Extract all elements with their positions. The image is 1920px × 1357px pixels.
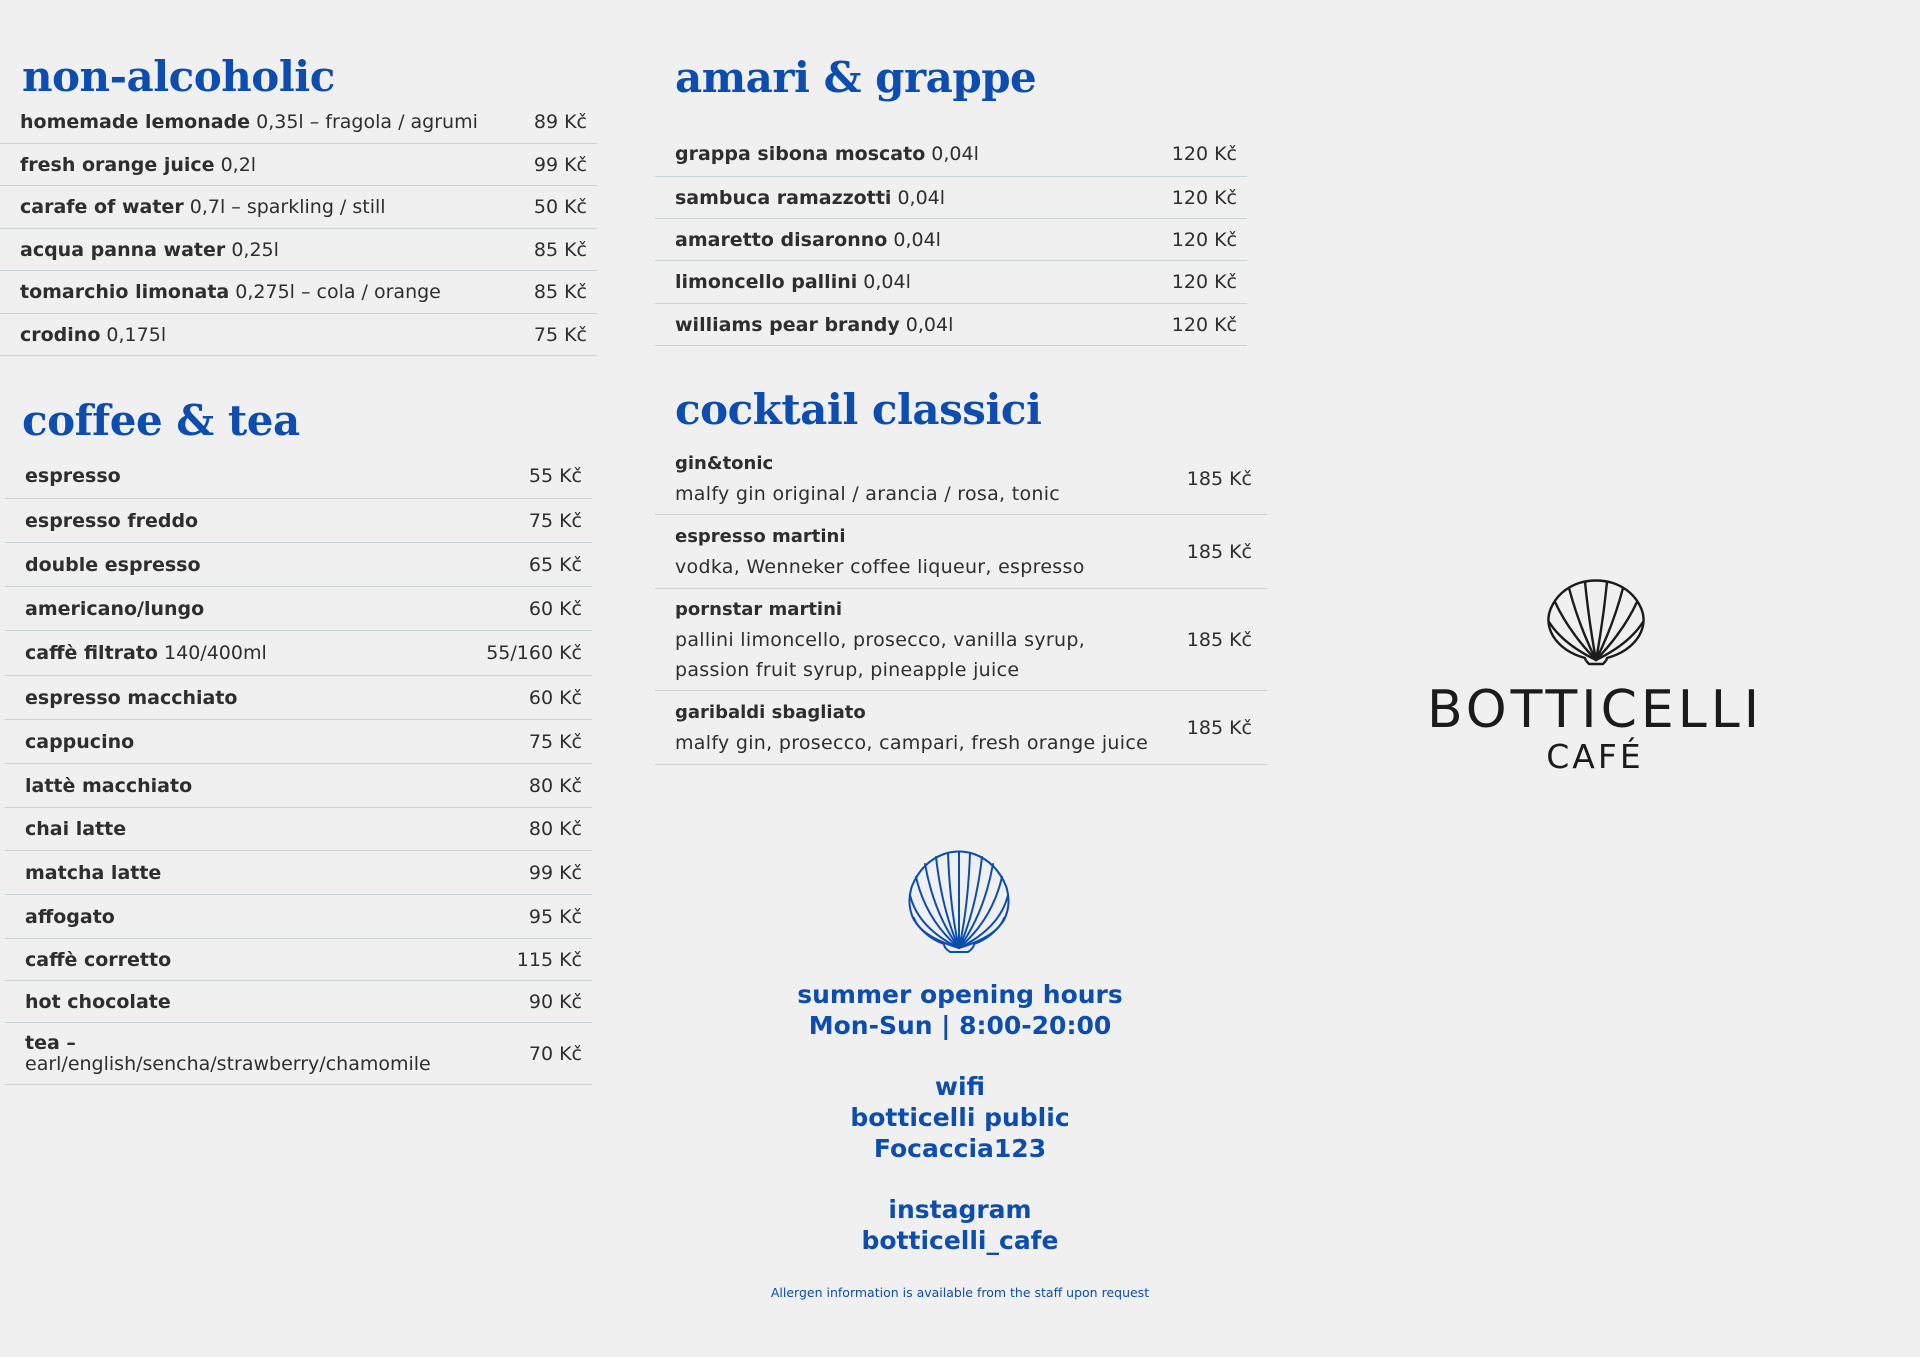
scallop-shell-icon <box>1545 578 1647 668</box>
menu-item <box>5 499 592 543</box>
item-label <box>675 229 941 251</box>
item-label <box>25 687 237 709</box>
item-name: tea – <box>25 1031 76 1054</box>
menu-item <box>5 587 592 631</box>
item-detail: 140/400ml <box>157 642 267 664</box>
item-name: cappucino <box>25 730 135 753</box>
menu-item <box>5 453 592 499</box>
item-price: 115 Kč <box>516 948 582 971</box>
logo-wordmark: BOTTICELLI <box>1426 680 1764 740</box>
item-label <box>675 271 911 293</box>
item-price: 120 Kč <box>1171 271 1237 293</box>
opening-hours: Mon-Sun | 8:00-20:00 <box>808 1011 1112 1040</box>
item-price: 185 Kč <box>1186 540 1252 563</box>
wifi-label: wifi <box>934 1072 986 1101</box>
item-name: espresso macchiato <box>25 686 238 709</box>
cocktail-description <box>675 449 1060 509</box>
item-detail: 0,04l <box>891 186 946 209</box>
menu-item <box>0 271 597 314</box>
item-label <box>25 642 267 664</box>
item-name: fresh orange juice <box>20 153 215 176</box>
item-name: lattè macchiato <box>25 774 193 797</box>
allergen-note: Allergen information is available from the staff upon request <box>770 1285 1150 1300</box>
item-detail: 0,2l <box>214 153 257 176</box>
item-label <box>25 465 121 487</box>
item-detail: 0,175l <box>100 323 167 346</box>
item-label <box>675 187 945 209</box>
item-label <box>20 154 256 176</box>
menu-item <box>5 764 592 808</box>
item-label <box>675 314 953 336</box>
item-price: 75 Kč <box>528 730 582 753</box>
menu-list <box>655 443 1267 765</box>
cocktail-name: pornstar martini <box>675 598 843 620</box>
item-price: 120 Kč <box>1171 313 1237 336</box>
menu-item <box>655 177 1247 219</box>
item-price: 95 Kč <box>528 905 582 928</box>
item-name: crodino <box>20 323 101 346</box>
item-label <box>25 991 171 1013</box>
menu-list <box>655 131 1247 346</box>
cocktail-ingredients: malfy gin, prosecco, campari, fresh orange juice <box>675 731 1149 754</box>
item-detail: 0,04l <box>925 142 979 165</box>
wifi-block <box>660 1071 1260 1164</box>
logo-subtitle: CAFÉ <box>1546 737 1644 776</box>
item-name: caffè corretto <box>25 948 172 971</box>
item-label <box>25 554 201 576</box>
menu-item <box>0 100 597 144</box>
item-label <box>25 949 171 971</box>
menu-item <box>655 261 1247 304</box>
cocktail-description <box>675 698 1148 758</box>
item-detail: 0,04l <box>857 271 911 293</box>
item-name: carafe of water <box>20 196 184 218</box>
cocktail-ingredients: passion fruit syrup, pineapple juice <box>675 658 1020 681</box>
item-label <box>20 324 166 346</box>
cocktail-ingredients: malfy gin original / arancia / rosa, tonic <box>675 482 1061 505</box>
item-price: 80 Kč <box>528 818 582 840</box>
item-name: chai latte <box>25 818 127 840</box>
opening-hours-title: summer opening hours <box>797 980 1123 1009</box>
item-price: 60 Kč <box>528 686 582 709</box>
item-name: tomarchio limonata <box>20 281 230 303</box>
item-price: 89 Kč <box>533 110 587 133</box>
cocktail-item <box>655 589 1267 691</box>
instagram-handle: botticelli_cafe <box>861 1226 1059 1255</box>
item-name: homemade lemonade <box>20 110 251 133</box>
item-name: americano/lungo <box>25 597 205 620</box>
cocktail-name: gin&tonic <box>675 452 774 474</box>
cocktail-name: espresso martini <box>675 525 846 547</box>
instagram-label: instagram <box>888 1195 1032 1224</box>
section-title: cocktail classici <box>675 385 1042 434</box>
item-name: affogato <box>25 905 115 928</box>
item-label <box>25 906 115 928</box>
item-label <box>20 281 441 303</box>
section-title: coffee & tea <box>22 396 300 445</box>
item-name: matcha latte <box>25 861 162 884</box>
item-price: 185 Kč <box>1186 628 1252 651</box>
item-name: limoncello pallini <box>675 271 858 293</box>
item-label <box>25 1033 431 1075</box>
menu-item <box>5 631 592 676</box>
item-name: amaretto disaronno <box>675 228 888 251</box>
item-price: 60 Kč <box>528 597 582 620</box>
menu-item <box>5 808 592 851</box>
cocktail-item <box>655 443 1267 515</box>
item-name: caffè filtrato <box>25 642 158 664</box>
item-price: 80 Kč <box>528 774 582 797</box>
item-detail: 0,25l <box>225 238 279 261</box>
section-title: amari & grappe <box>675 53 1037 102</box>
item-label <box>25 731 134 753</box>
menu-item <box>5 543 592 587</box>
item-detail: 0,04l <box>899 313 954 336</box>
cocktail-ingredients: pallini limoncello, prosecco, vanilla syrup, <box>675 628 1086 651</box>
item-label <box>675 143 979 165</box>
menu-item <box>5 851 592 895</box>
menu-item <box>5 895 592 939</box>
item-price: 120 Kč <box>1171 228 1237 251</box>
item-price: 75 Kč <box>533 323 587 346</box>
item-label <box>25 862 161 884</box>
item-name: hot chocolate <box>25 990 171 1013</box>
item-name: williams pear brandy <box>675 313 900 336</box>
item-price: 99 Kč <box>528 861 582 884</box>
item-price: 120 Kč <box>1171 186 1237 209</box>
menu-item <box>655 304 1247 346</box>
item-price: 50 Kč <box>533 196 587 218</box>
scallop-shell-icon <box>904 848 1014 956</box>
info-block <box>660 979 1260 1041</box>
menu-item <box>0 229 597 271</box>
item-price: 185 Kč <box>1186 716 1252 739</box>
item-price: 55/160 Kč <box>486 642 582 664</box>
menu-item <box>0 314 597 356</box>
item-price: 65 Kč <box>528 553 582 576</box>
item-label <box>25 598 204 620</box>
item-label <box>20 239 279 261</box>
cocktail-item <box>655 691 1267 765</box>
item-price: 185 Kč <box>1186 467 1252 490</box>
item-price: 85 Kč <box>533 281 587 303</box>
item-price: 70 Kč <box>528 1042 582 1065</box>
menu-list <box>0 100 597 356</box>
item-price: 75 Kč <box>528 509 582 532</box>
item-name: sambuca ramazzotti <box>675 186 892 209</box>
item-name: grappa sibona moscato <box>675 142 926 165</box>
item-price: 85 Kč <box>533 238 587 261</box>
item-price: 90 Kč <box>528 990 582 1013</box>
menu-item <box>5 939 592 981</box>
section-title: non-alcoholic <box>22 52 335 101</box>
item-detail: 0,35l – fragola / agrumi <box>250 110 478 133</box>
item-name: double espresso <box>25 553 201 576</box>
menu-item <box>5 1023 592 1085</box>
menu-item <box>655 131 1247 177</box>
item-detail: 0,7l – sparkling / still <box>183 196 386 218</box>
item-price: 99 Kč <box>533 153 587 176</box>
wifi-network: botticelli public <box>850 1103 1070 1132</box>
item-name: acqua panna water <box>20 238 226 261</box>
item-price: 120 Kč <box>1171 142 1237 165</box>
cocktail-item <box>655 515 1267 589</box>
menu-item <box>0 186 597 229</box>
cocktail-ingredients: vodka, Wenneker coffee liqueur, espresso <box>675 555 1085 578</box>
cocktail-name: garibaldi sbagliato <box>675 701 866 723</box>
menu-item <box>5 720 592 764</box>
wifi-password: Focaccia123 <box>873 1134 1047 1163</box>
item-detail: earl/english/sencha/strawberry/chamomile <box>25 1052 431 1075</box>
cocktail-description <box>675 522 1085 582</box>
item-label <box>20 196 386 218</box>
menu-item <box>0 144 597 186</box>
menu-item <box>655 219 1247 261</box>
menu-item <box>5 676 592 720</box>
item-label <box>20 111 478 133</box>
item-label <box>25 775 192 797</box>
item-name: espresso freddo <box>25 509 199 532</box>
menu-list <box>5 453 592 1085</box>
item-name: espresso <box>25 464 121 487</box>
instagram-block <box>660 1194 1260 1256</box>
item-price: 55 Kč <box>528 464 582 487</box>
cocktail-description <box>675 595 1085 685</box>
menu-item <box>5 981 592 1023</box>
item-label <box>25 510 198 532</box>
item-detail: 0,04l <box>887 228 941 251</box>
item-detail: 0,275l – cola / orange <box>229 281 441 303</box>
item-label <box>25 818 126 840</box>
